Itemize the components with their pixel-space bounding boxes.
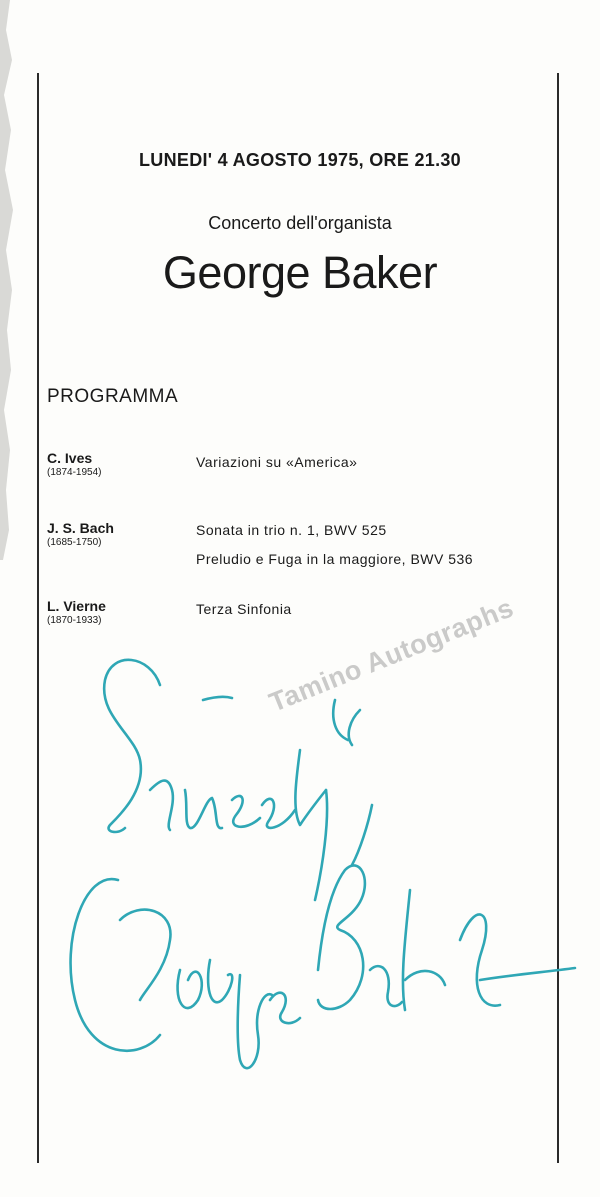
work-item: Variazioni su «America» <box>196 454 358 470</box>
concert-date: LUNEDI' 4 AGOSTO 1975, ORE 21.30 <box>139 150 461 170</box>
composer-name: J. S. Bach <box>47 520 114 536</box>
work-item: Terza Sinfonia <box>196 601 292 617</box>
handwritten-signature <box>0 640 600 1110</box>
composer-dates: (1874-1954) <box>47 467 102 478</box>
composer-name: L. Vierne <box>47 598 106 614</box>
composer-dates: (1685-1750) <box>47 537 102 548</box>
watermark: Tamino Autographs <box>265 592 518 718</box>
performer-name: George Baker <box>162 247 438 298</box>
work-item: Preludio e Fuga in la maggiore, BWV 536 <box>196 551 474 567</box>
composer-vierne <box>47 598 106 626</box>
program-heading: PROGRAMMA <box>47 386 179 407</box>
composer-ives <box>47 450 101 478</box>
composer-bach <box>47 520 114 548</box>
composer-dates: (1870-1933) <box>47 615 102 626</box>
composer-name: C. Ives <box>47 450 93 466</box>
concert-subtitle: Concerto dell'organista <box>208 213 392 233</box>
work-item: Sonata in trio n. 1, BWV 525 <box>196 522 387 538</box>
